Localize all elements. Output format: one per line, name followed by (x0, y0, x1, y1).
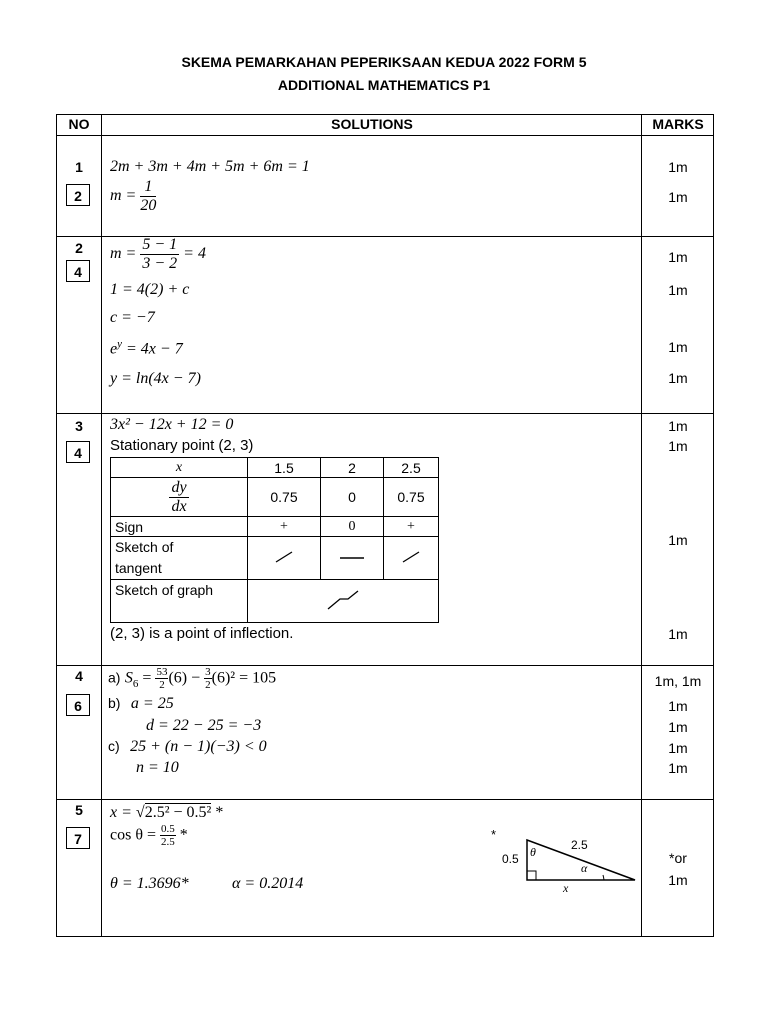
solution-line: n = 10 (136, 759, 179, 776)
solution-line: m = $\frac{1}{20}$ (110, 178, 157, 214)
table-cell: 0 (321, 478, 384, 517)
solution-line: c = −7 (110, 309, 155, 326)
solution-line: d = 22 − 25 = −3 (146, 717, 262, 734)
solution-line: (2, 3) is a point of inflection. (110, 625, 294, 642)
question-number: 2 (75, 240, 83, 256)
table-cell: 2.5 (384, 458, 439, 478)
question-number: 3 (75, 418, 83, 434)
table-cell (248, 537, 321, 580)
triangle-base-label: x (563, 881, 569, 895)
header-solutions: SOLUTIONS (331, 116, 413, 132)
table-cell: x (111, 458, 248, 478)
table-cell: Sketch of graph (111, 580, 248, 623)
question-number: 1 (75, 159, 83, 175)
question-number: 4 (75, 668, 83, 684)
triangle-hypotenuse-label: 2.5 (571, 838, 588, 852)
mark: 1m (668, 760, 688, 776)
triangle-theta-label: θ (530, 845, 536, 859)
mark: 1m (668, 418, 688, 434)
mark: 1m, 1m (654, 673, 702, 689)
triangle-side-label: 0.5 (502, 852, 519, 866)
mark: 1m (668, 698, 688, 714)
mark: 1m (668, 719, 688, 735)
solution-line: c) 25 + (n − 1)(−3) < 0 (108, 738, 267, 755)
solution-line: b) a = 25 (108, 695, 174, 712)
solution-line: 3x² − 12x + 12 = 0 (110, 416, 234, 433)
header-no: NO (68, 116, 90, 132)
table-cell: Sketch of tangent (111, 537, 248, 580)
solution-line: cos θ = $\frac{0.5}{2.5}$ * (110, 823, 188, 848)
solution-line: m = $\frac{5 - 1}{3 - 2}$ = 4 (110, 236, 206, 272)
mark: *or (669, 850, 687, 866)
question-number: 5 (75, 802, 83, 818)
mark: 1m (668, 740, 688, 756)
question-total-marks: 4 (66, 441, 90, 463)
mark: 1m (668, 189, 688, 205)
mark: 1m (668, 249, 688, 265)
header-marks: MARKS (652, 116, 704, 132)
solution-line: Stationary point (2, 3) (110, 437, 254, 454)
mark: 1m (668, 438, 688, 454)
table-cell: 0.75 (248, 478, 321, 517)
table-cell: $\frac{dy}{dx}$ (111, 478, 248, 517)
mark: 1m (668, 872, 688, 888)
sign-table (110, 457, 439, 623)
solution-line: a) $S_6$ = $\frac{53}{2}$ (6) − $\frac{3}{2}$ (6)² = 105 (108, 666, 277, 691)
mark: 1m (668, 159, 688, 175)
inflection-graph-icon (326, 589, 360, 611)
table-cell: Sign (111, 517, 248, 537)
page-title: SKEMA PEMARKAHAN PEPERIKSAAN KEDUA 2022 FORM 5 (181, 54, 587, 70)
tangent-sketch-icon (274, 550, 294, 564)
question-total-marks: 6 (66, 694, 90, 716)
page-subtitle: ADDITIONAL MATHEMATICS P1 (277, 77, 491, 93)
mark: 1m (668, 339, 688, 355)
table-cell: 0.75 (384, 478, 439, 517)
table-cell: + (384, 517, 439, 537)
solution-line: y = ln(4x − 7) (110, 370, 201, 387)
solution-line: 1 = 4(2) + c (110, 281, 190, 298)
table-cell (248, 580, 439, 623)
solution-line: θ = 1.3696* (110, 875, 189, 892)
triangle-alpha-label: α (581, 861, 588, 875)
question-total-marks: 7 (66, 827, 90, 849)
table-cell: 1.5 (248, 458, 321, 478)
table-cell (321, 537, 384, 580)
question-total-marks: 2 (66, 184, 90, 206)
solution-line: x = √2.5² − 0.5² * (110, 804, 224, 821)
table-cell: 0 (321, 517, 384, 537)
solution-line: 2m + 3m + 4m + 5m + 6m = 1 (110, 158, 310, 175)
horizontal-tangent-icon (339, 550, 365, 564)
triangle-star: * (491, 827, 497, 842)
question-total-marks: 4 (66, 260, 90, 282)
mark: 1m (668, 370, 688, 386)
mark: 1m (668, 532, 688, 548)
solution-line: $e^y = 4x - 7$ (110, 338, 183, 358)
table-cell: 2 (321, 458, 384, 478)
solution-line: α = 0.2014 (232, 875, 304, 892)
tangent-sketch-icon (401, 550, 421, 564)
mark: 1m (668, 626, 688, 642)
table-cell: + (248, 517, 321, 537)
table-cell (384, 537, 439, 580)
mark: 1m (668, 282, 688, 298)
